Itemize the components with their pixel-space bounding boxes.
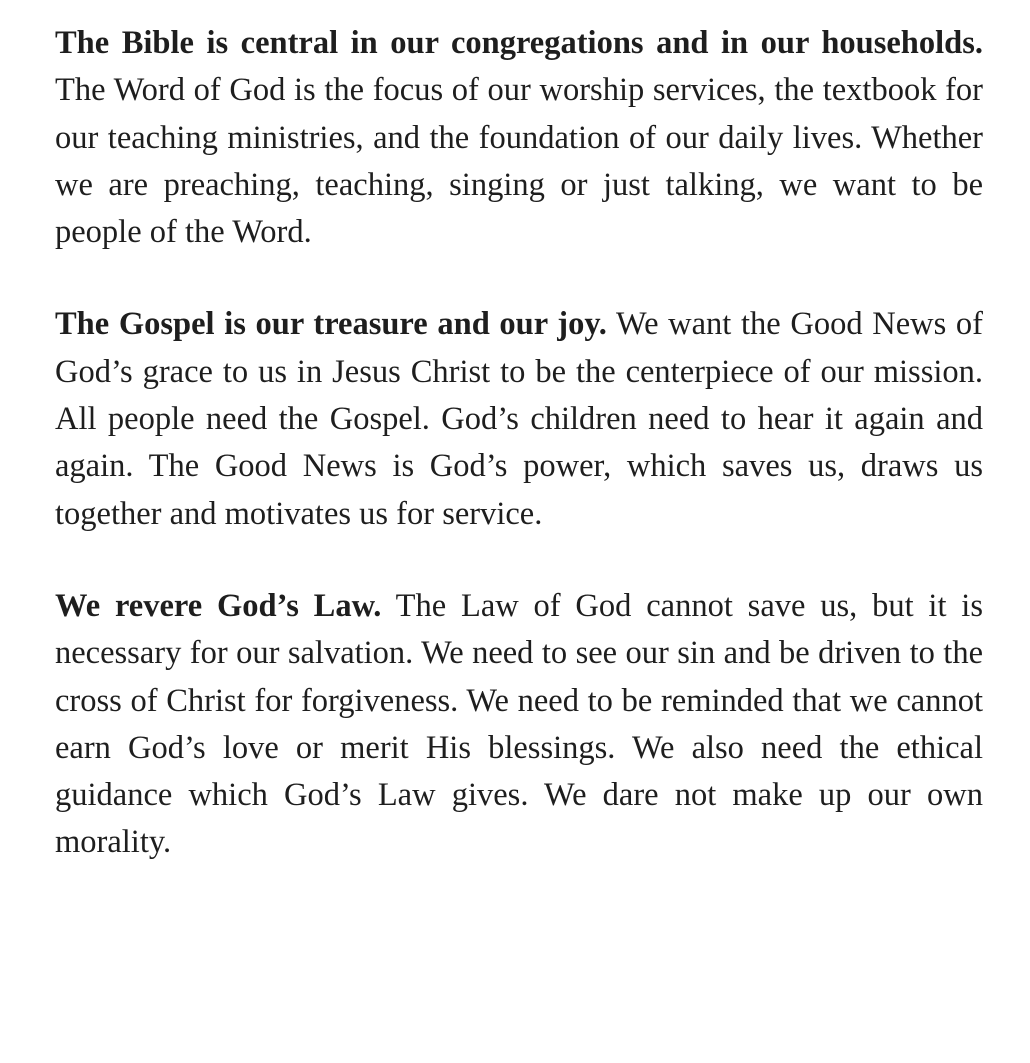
paragraph-lead: The Gospel is our treasure and our joy. [55, 306, 607, 343]
paragraph-lead: The Bible is central in our congregations and in our households. [55, 25, 983, 61]
paragraph-body: The Law of God cannot save us, but it is necessary for our salvation. We need to see our sin and be driven to the cross of Christ for forgiveness. We need to be reminded that we cannot earn God’s love or merit His blessings. We also need the ethical guidance which God’s Law gives. We dare not make up our own morality. [55, 587, 983, 861]
paragraph-body: We want the Good News of God’s grace to us in Jesus Christ to be the centerpiece of our mission. All people need the Gospel. God’s children need to hear it again and again. The Good News is God’s power, which saves us, draws us together and motivates us for service. [55, 306, 984, 532]
document-page [55, 20, 983, 912]
paragraph-bible [55, 20, 983, 256]
paragraph-body: The Word of God is the focus of our worship services, the textbook for our teaching ministries, and the foundation of our daily lives. Whether we are preaching, teaching, singing or just talking, we want to be people of the Word. [55, 72, 983, 251]
paragraph-lead: We revere God’s Law. [55, 587, 382, 624]
paragraph-gospel [55, 301, 983, 537]
paragraph-law [55, 583, 983, 867]
